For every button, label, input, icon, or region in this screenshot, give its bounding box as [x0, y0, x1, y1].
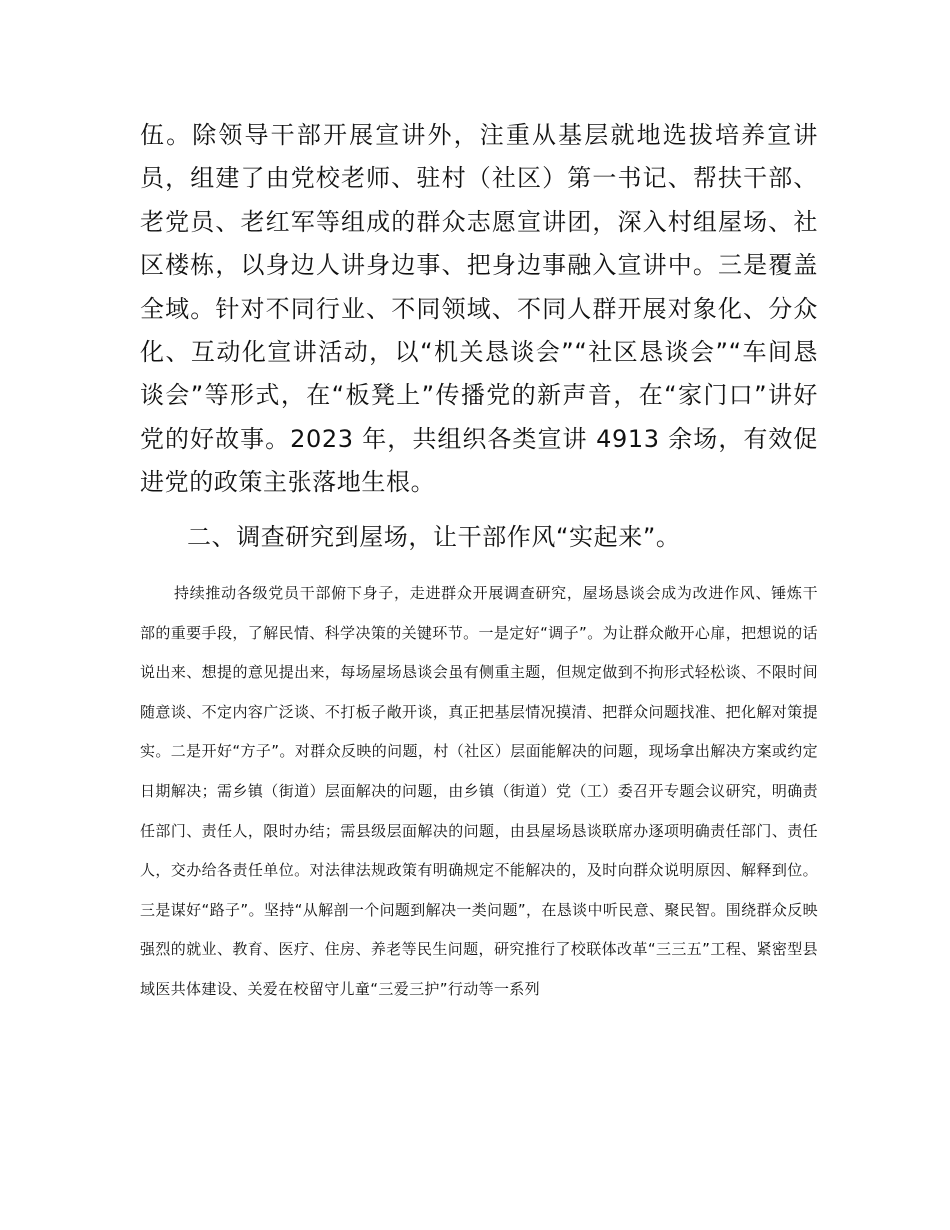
paragraph-continued: 伍。除领导干部开展宣讲外，注重从基层就地选拔培养宣讲员，组建了由党校老师、驻村（社区）第一书记、帮扶干部、老党员、老红军等组成的群众志愿宣讲团，深入村组屋场、社区楼栋，以身边人讲身边事、把身边事融入宣讲中。三是覆盖全域。针对不同行业、不同领域、不同人群开展对象化、分众化、互动化宣讲活动，以“机关恳谈会”“社区恳谈会”“车间恳谈会”等形式，在“板凳上”传播党的新声音，在“家门口”讲好党的好故事。2023 年，共组织各类宣讲 4913 余场，有效促进党的政策主张落地生根。 [140, 121, 818, 497]
paragraph-body: 持续推动各级党员干部俯下身子，走进群众开展调查研究，屋场恳谈会成为改进作风、锤炼干部的重要手段，了解民情、科学决策的关键环节。一是定好“调子”。为让群众敞开心扉，把想说的话说出来、想提的意见提出来，每场屋场恳谈会虽有侧重主题，但规定做到不拘形式轻松谈、不限时间随意谈、不定内容广泛谈、不打板子敞开谈，真正把基层情况摸清、把群众问题找准、把化解对策提实。二是开好“方子”。对群众反映的问题，村（社区）层面能解决的问题，现场拿出解决方案或约定日期解决；需乡镇（街道）层面解决的问题，由乡镇（街道）党（工）委召开专题会议研究，明确责任部门、责任人，限时办结；需县级层面解决的问题，由县屋场恳谈联席办逐项明确责任部门、责任人，交办给各责任单位。对法律法规政策有明确规定不能解决的，及时向群众说明原因、解释到位。三是谋好“路子”。坚持“从解剖一个问题到解决一类问题”，在恳谈中听民意、聚民智。围绕群众反映强烈的就业、教育、医疗、住房、养老等民生问题，研究推行了校联体改革“三三五”工程、紧密型县域医共体建设、关爱在校留守儿童“三爱三护”行动等一系列 [140, 584, 818, 998]
section-heading: 二、调查研究到屋场，让干部作风“实起来”。 [187, 523, 681, 551]
